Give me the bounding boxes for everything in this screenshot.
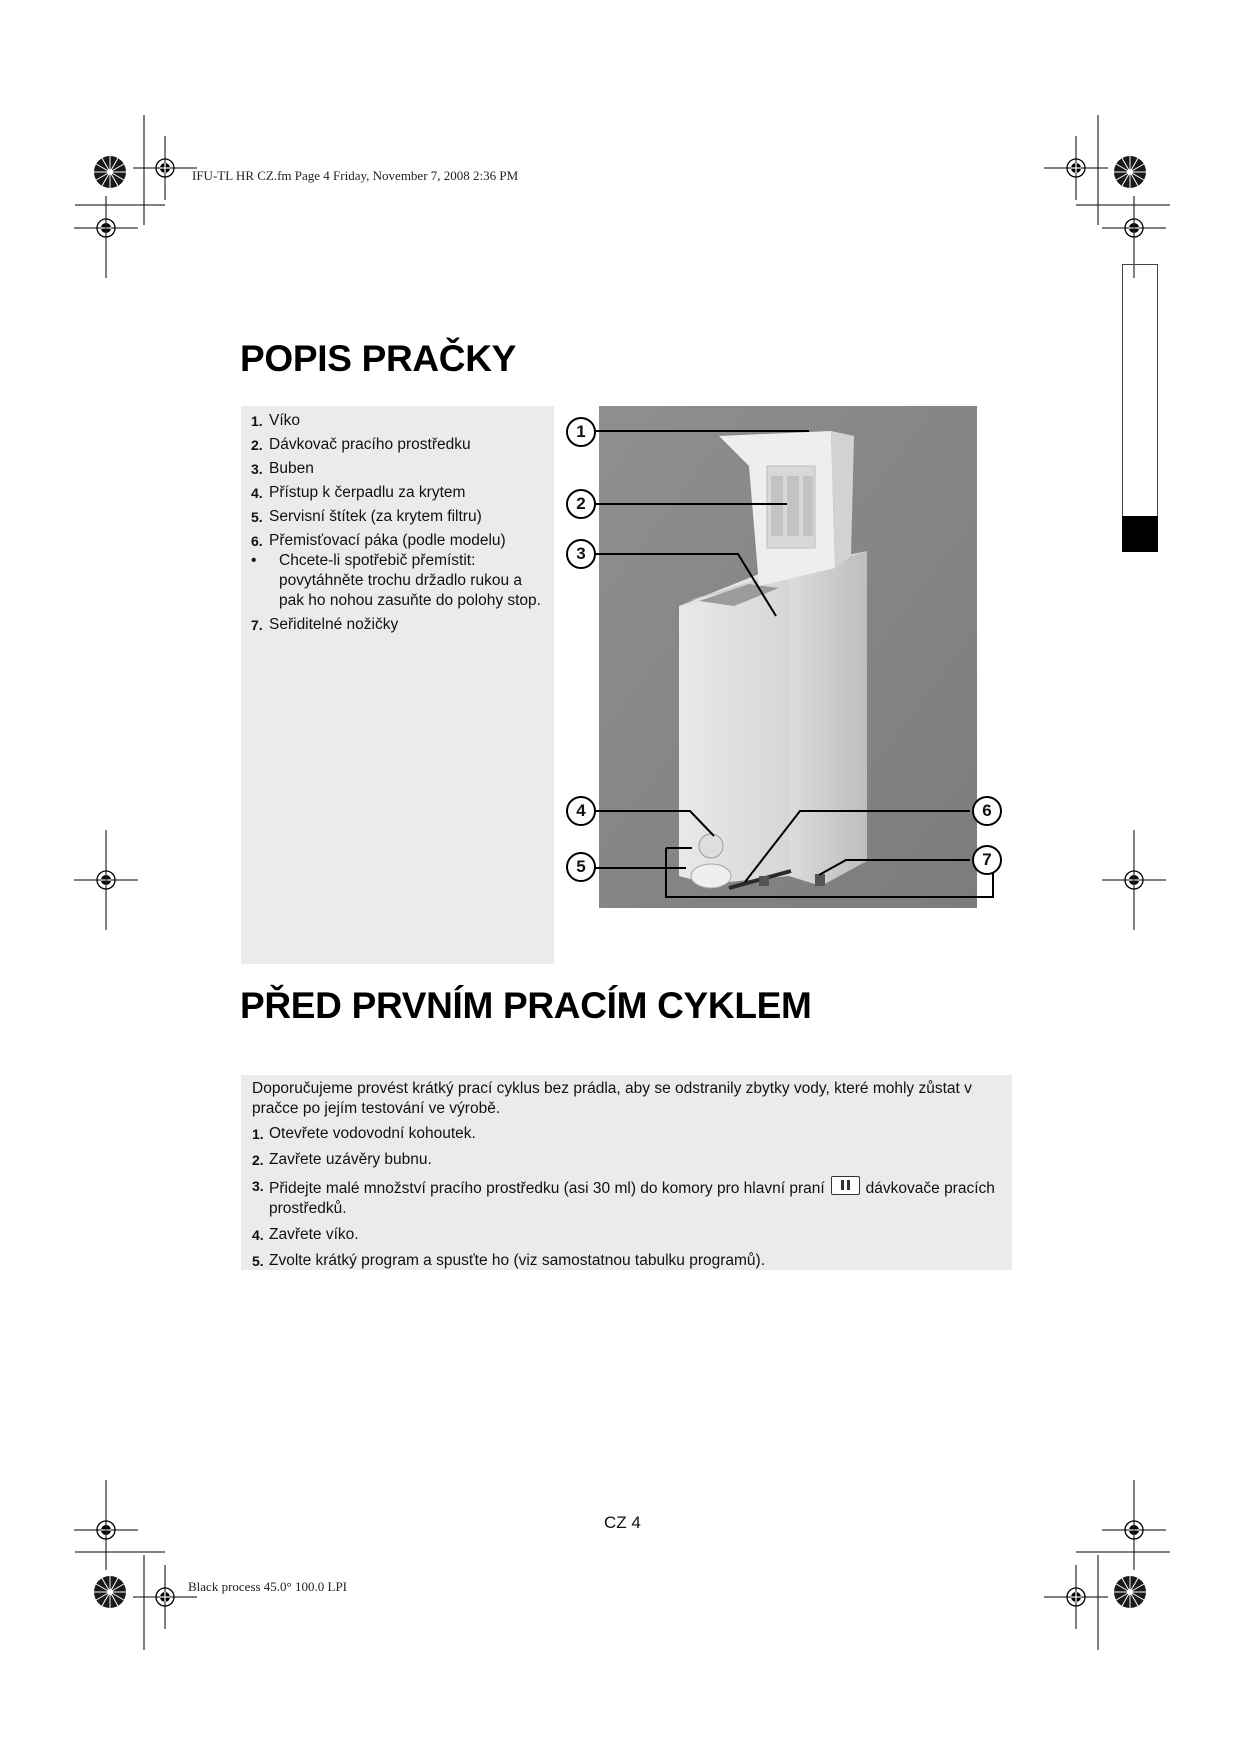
instruction-step <box>252 1150 1004 1170</box>
bullet-icon: • <box>251 552 257 569</box>
callout-label: 1 <box>576 422 586 441</box>
instruction-list <box>252 1079 1004 1277</box>
step-text: Zavřete uzávěry bubnu. <box>269 1151 432 1168</box>
callout-label: 4 <box>576 801 586 820</box>
step-text: Zavřete víko. <box>269 1226 359 1243</box>
callout-1 <box>566 417 596 447</box>
callout-label: 6 <box>982 801 992 820</box>
legend-number: 5. <box>251 509 263 525</box>
instructions-panel <box>241 1075 1012 1270</box>
step-number: 2. <box>252 1152 264 1168</box>
step-text: Otevřete vodovodní kohoutek. <box>269 1125 476 1142</box>
legend-number: 1. <box>251 413 263 429</box>
print-footer: Black process 45.0° 100.0 LPI <box>188 1579 348 1594</box>
instruction-step <box>252 1124 1004 1144</box>
legend-number: 2. <box>251 437 263 453</box>
legend-number: 3. <box>251 461 263 477</box>
legend-text: Servisní štítek (za krytem filtru) <box>269 508 482 525</box>
main-wash-compartment-icon <box>831 1176 860 1195</box>
step-text-before: Přidejte malé množství pracího prostředku (asi 30 ml) do komory pro hlavní praní <box>269 1180 825 1197</box>
callout-3 <box>566 539 596 569</box>
legend-text: Přemisťovací páka (podle modelu) <box>269 532 506 549</box>
legend-text: Přístup k čerpadlu za krytem <box>269 484 466 501</box>
instruction-step <box>252 1176 1004 1219</box>
callout-label: 7 <box>982 850 992 869</box>
step-number: 4. <box>252 1227 264 1243</box>
callout-6 <box>972 796 1002 826</box>
print-header: IFU-TL HR CZ.fm Page 4 Friday, November 7, 2008 2:36 PM <box>192 168 519 183</box>
step-number: 1. <box>252 1126 264 1142</box>
section-title-popis-pracky: POPIS PRAČKY <box>240 338 517 379</box>
callout-5 <box>566 852 596 882</box>
page-number: CZ 4 <box>604 1513 641 1532</box>
instruction-step <box>252 1225 1004 1245</box>
instruction-step <box>252 1251 1004 1271</box>
legend-number: 6. <box>251 533 263 549</box>
legend-number: 7. <box>251 617 263 633</box>
callout-label: 2 <box>576 494 586 513</box>
legend-text: Dávkovač pracího prostředku <box>269 436 471 453</box>
callout-4 <box>566 796 596 826</box>
step-text: Zvolte krátký program a spusťte ho (viz samostatnou tabulku programů). <box>269 1252 765 1269</box>
callout-2 <box>566 489 596 519</box>
legend-text: Buben <box>269 460 314 477</box>
step-text-after: dávkovače pracích prostředků. <box>269 1180 995 1217</box>
callout-7 <box>972 845 1002 875</box>
step-number: 5. <box>252 1253 264 1269</box>
callout-label: 5 <box>576 857 586 876</box>
legend-text: Víko <box>269 412 301 429</box>
legend-number: 4. <box>251 485 263 501</box>
instructions-intro: Doporučujeme provést krátký prací cyklus bez prádla, aby se odstranily zbytky vody, které mohly zůstat v pračce po jejím testování ve výrobě. <box>252 1080 972 1117</box>
callout-label: 3 <box>576 544 586 563</box>
section-title-pred-prvnim-pracim-cyklem: PŘED PRVNÍM PRACÍM CYKLEM <box>240 985 812 1026</box>
legend-text: Seřiditelné nožičky <box>269 616 399 633</box>
step-number: 3. <box>252 1178 264 1194</box>
legend-bullet-text: Chcete-li spotřebič přemístit: povytáhněte trochu držadlo rukou a pak ho nohou zasuňte do polohy stop. <box>279 552 541 609</box>
